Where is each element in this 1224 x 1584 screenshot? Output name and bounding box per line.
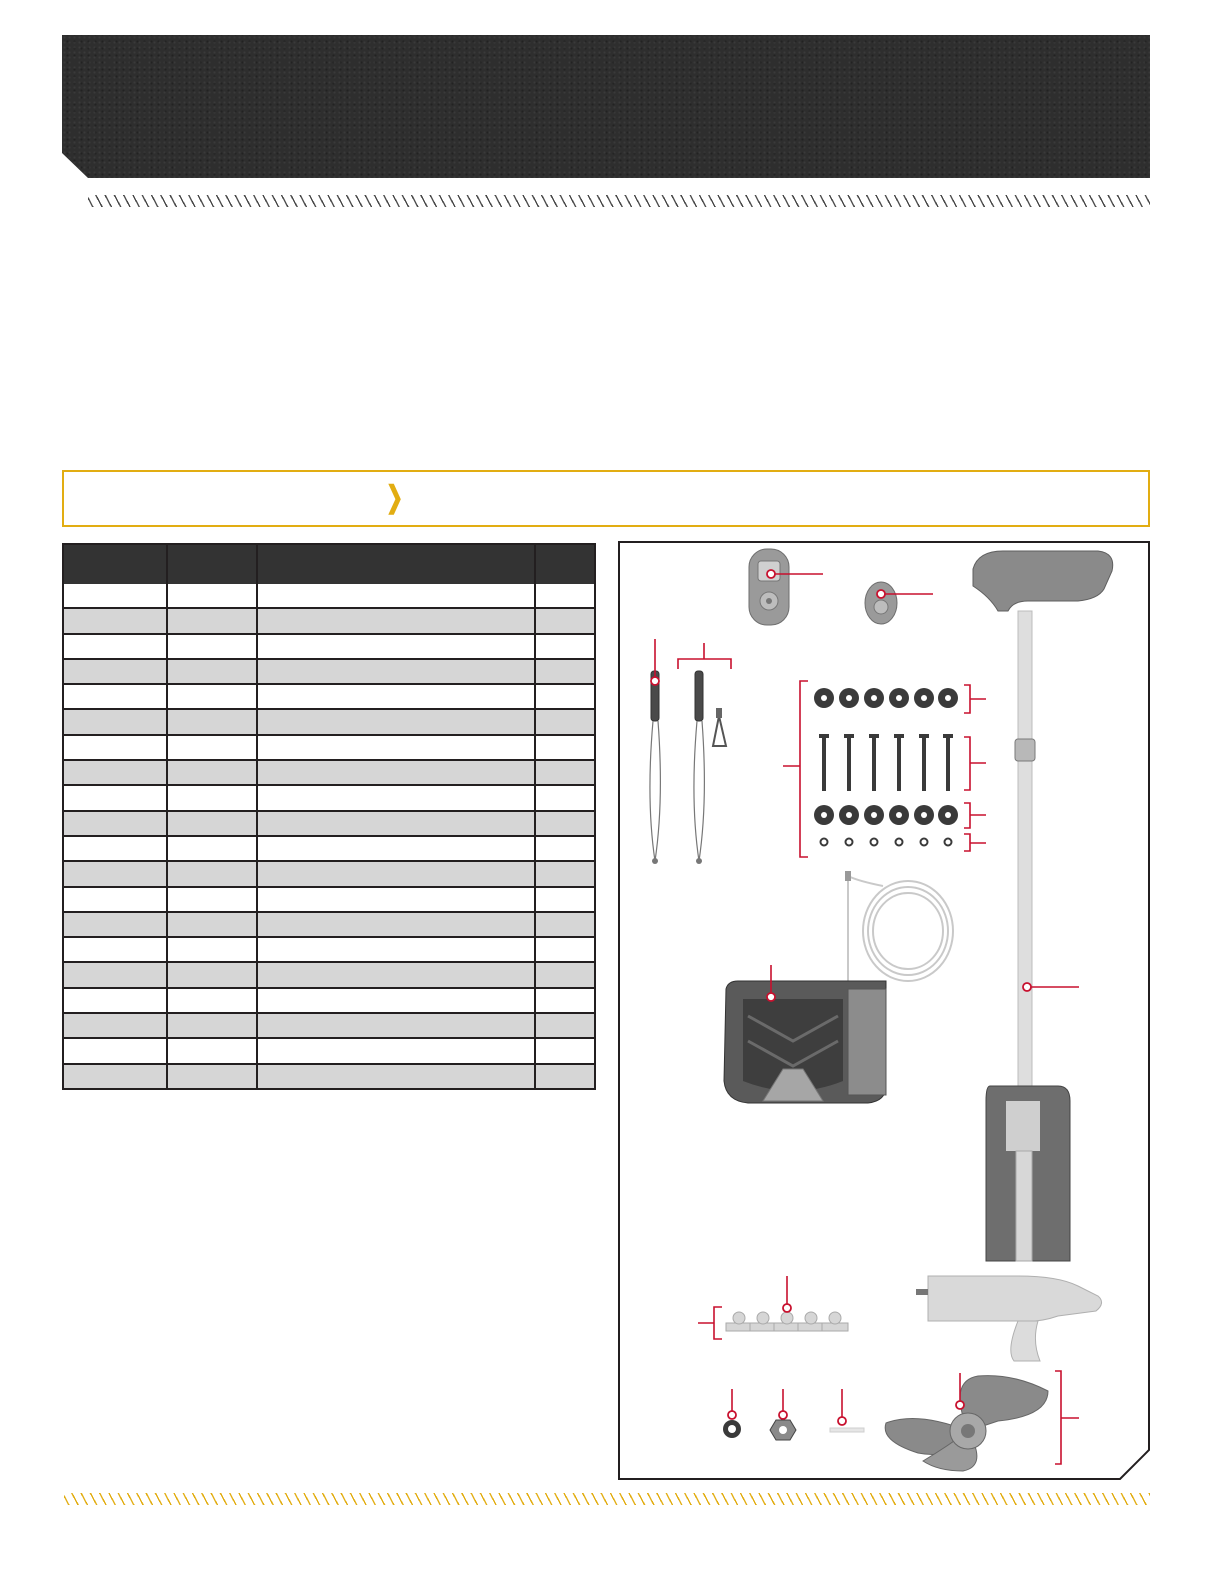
table-row (63, 634, 595, 659)
table-row (63, 988, 595, 1013)
table-cell (63, 659, 167, 684)
table-cell (63, 785, 167, 810)
table-cell (257, 811, 535, 836)
table-cell (535, 962, 595, 987)
table-row (63, 836, 595, 861)
table-cell (535, 1064, 595, 1089)
table-cell (167, 608, 257, 633)
table-cell (257, 988, 535, 1013)
callout-marker (956, 1401, 964, 1409)
parts-table (62, 543, 596, 1090)
table-cell (535, 608, 595, 633)
table-header-cell (63, 544, 167, 584)
table-row (63, 1038, 595, 1063)
table-row (63, 709, 595, 734)
table-cell (167, 709, 257, 734)
table-cell (167, 962, 257, 987)
table-cell (167, 760, 257, 785)
table-row (63, 861, 595, 886)
foot-pedal-part (724, 981, 886, 1103)
table-row (63, 735, 595, 760)
table-cell (167, 634, 257, 659)
callout-marker (651, 677, 659, 685)
table-cell (63, 1013, 167, 1038)
table-cell (535, 785, 595, 810)
callout-marker (728, 1411, 736, 1419)
table-cell (257, 962, 535, 987)
table-header-cell (257, 544, 535, 584)
table-cell (535, 634, 595, 659)
table-row (63, 1013, 595, 1038)
table-header-cell (167, 544, 257, 584)
table-cell (63, 861, 167, 886)
table-row (63, 937, 595, 962)
table-cell (167, 735, 257, 760)
table-cell (63, 836, 167, 861)
table-cell (63, 1064, 167, 1089)
hatch-divider-top (88, 195, 1150, 207)
table-cell (167, 785, 257, 810)
table-cell (167, 912, 257, 937)
table-cell (257, 912, 535, 937)
table-row (63, 760, 595, 785)
table-cell (63, 937, 167, 962)
table-cell (63, 760, 167, 785)
table-row (63, 1064, 595, 1089)
table-row (63, 659, 595, 684)
table-cell (167, 1013, 257, 1038)
callout-marker (838, 1417, 846, 1425)
table-row (63, 962, 595, 987)
table-row (63, 912, 595, 937)
table-cell (535, 912, 595, 937)
table-cell (63, 608, 167, 633)
table-cell (257, 1038, 535, 1063)
table-body (63, 584, 595, 1089)
table-row (63, 684, 595, 709)
hatch-divider-bottom (64, 1493, 1150, 1505)
table-cell (257, 634, 535, 659)
table-cell (257, 584, 535, 608)
key-fob-part (865, 582, 897, 624)
table-cell (535, 988, 595, 1013)
table-cell (535, 735, 595, 760)
callout-marker (1023, 983, 1031, 991)
table-cell (257, 709, 535, 734)
table-cell (257, 1013, 535, 1038)
table-cell (535, 861, 595, 886)
table-cell (257, 861, 535, 886)
table-cell (63, 988, 167, 1013)
table-cell (535, 887, 595, 912)
table-cell (167, 1038, 257, 1063)
table-cell (257, 735, 535, 760)
table-cell (257, 684, 535, 709)
table-cell (535, 760, 595, 785)
table-header-cell (535, 544, 595, 584)
remote-control-part (749, 549, 789, 625)
table-cell (167, 937, 257, 962)
table-cell (63, 962, 167, 987)
mount-clip-part (726, 1312, 848, 1331)
table-cell (535, 659, 595, 684)
table-cell (257, 659, 535, 684)
callout-box (62, 470, 1150, 527)
table-cell (167, 811, 257, 836)
chevron-right-icon: ❯ (385, 481, 404, 514)
table-row (63, 811, 595, 836)
callout-marker (767, 993, 775, 1001)
table-cell (257, 1064, 535, 1089)
table-cell (257, 937, 535, 962)
table-cell (257, 836, 535, 861)
table-cell (63, 684, 167, 709)
table-cell (63, 811, 167, 836)
table-cell (63, 912, 167, 937)
table-cell (63, 735, 167, 760)
table-cell (535, 836, 595, 861)
prop-pin-part (830, 1428, 864, 1432)
table-cell (167, 861, 257, 886)
table-cell (167, 659, 257, 684)
table-cell (63, 584, 167, 608)
table-cell (257, 608, 535, 633)
table-row (63, 608, 595, 633)
table-header-row (63, 544, 595, 584)
table-cell (535, 709, 595, 734)
callout-marker (779, 1411, 787, 1419)
table-cell (167, 836, 257, 861)
header-banner (62, 35, 1150, 178)
table-cell (63, 709, 167, 734)
table-cell (63, 887, 167, 912)
parts-diagram (618, 541, 1150, 1480)
prop-nut-part (770, 1420, 796, 1440)
prop-washer-part (723, 1420, 741, 1438)
table-row (63, 584, 595, 608)
table-cell (63, 1038, 167, 1063)
table-cell (535, 937, 595, 962)
table-cell (167, 1064, 257, 1089)
table-cell (167, 887, 257, 912)
table-cell (63, 634, 167, 659)
table-cell (535, 584, 595, 608)
table-cell (167, 584, 257, 608)
callout-marker (767, 570, 775, 578)
callout-marker (783, 1304, 791, 1312)
callout-marker (877, 590, 885, 598)
table-cell (167, 684, 257, 709)
table-cell (257, 760, 535, 785)
table-cell (535, 1038, 595, 1063)
table-cell (167, 988, 257, 1013)
table-cell (535, 684, 595, 709)
table-cell (257, 887, 535, 912)
table-row (63, 887, 595, 912)
table-cell (535, 811, 595, 836)
table-cell (257, 785, 535, 810)
table-cell (535, 1013, 595, 1038)
table-row (63, 785, 595, 810)
